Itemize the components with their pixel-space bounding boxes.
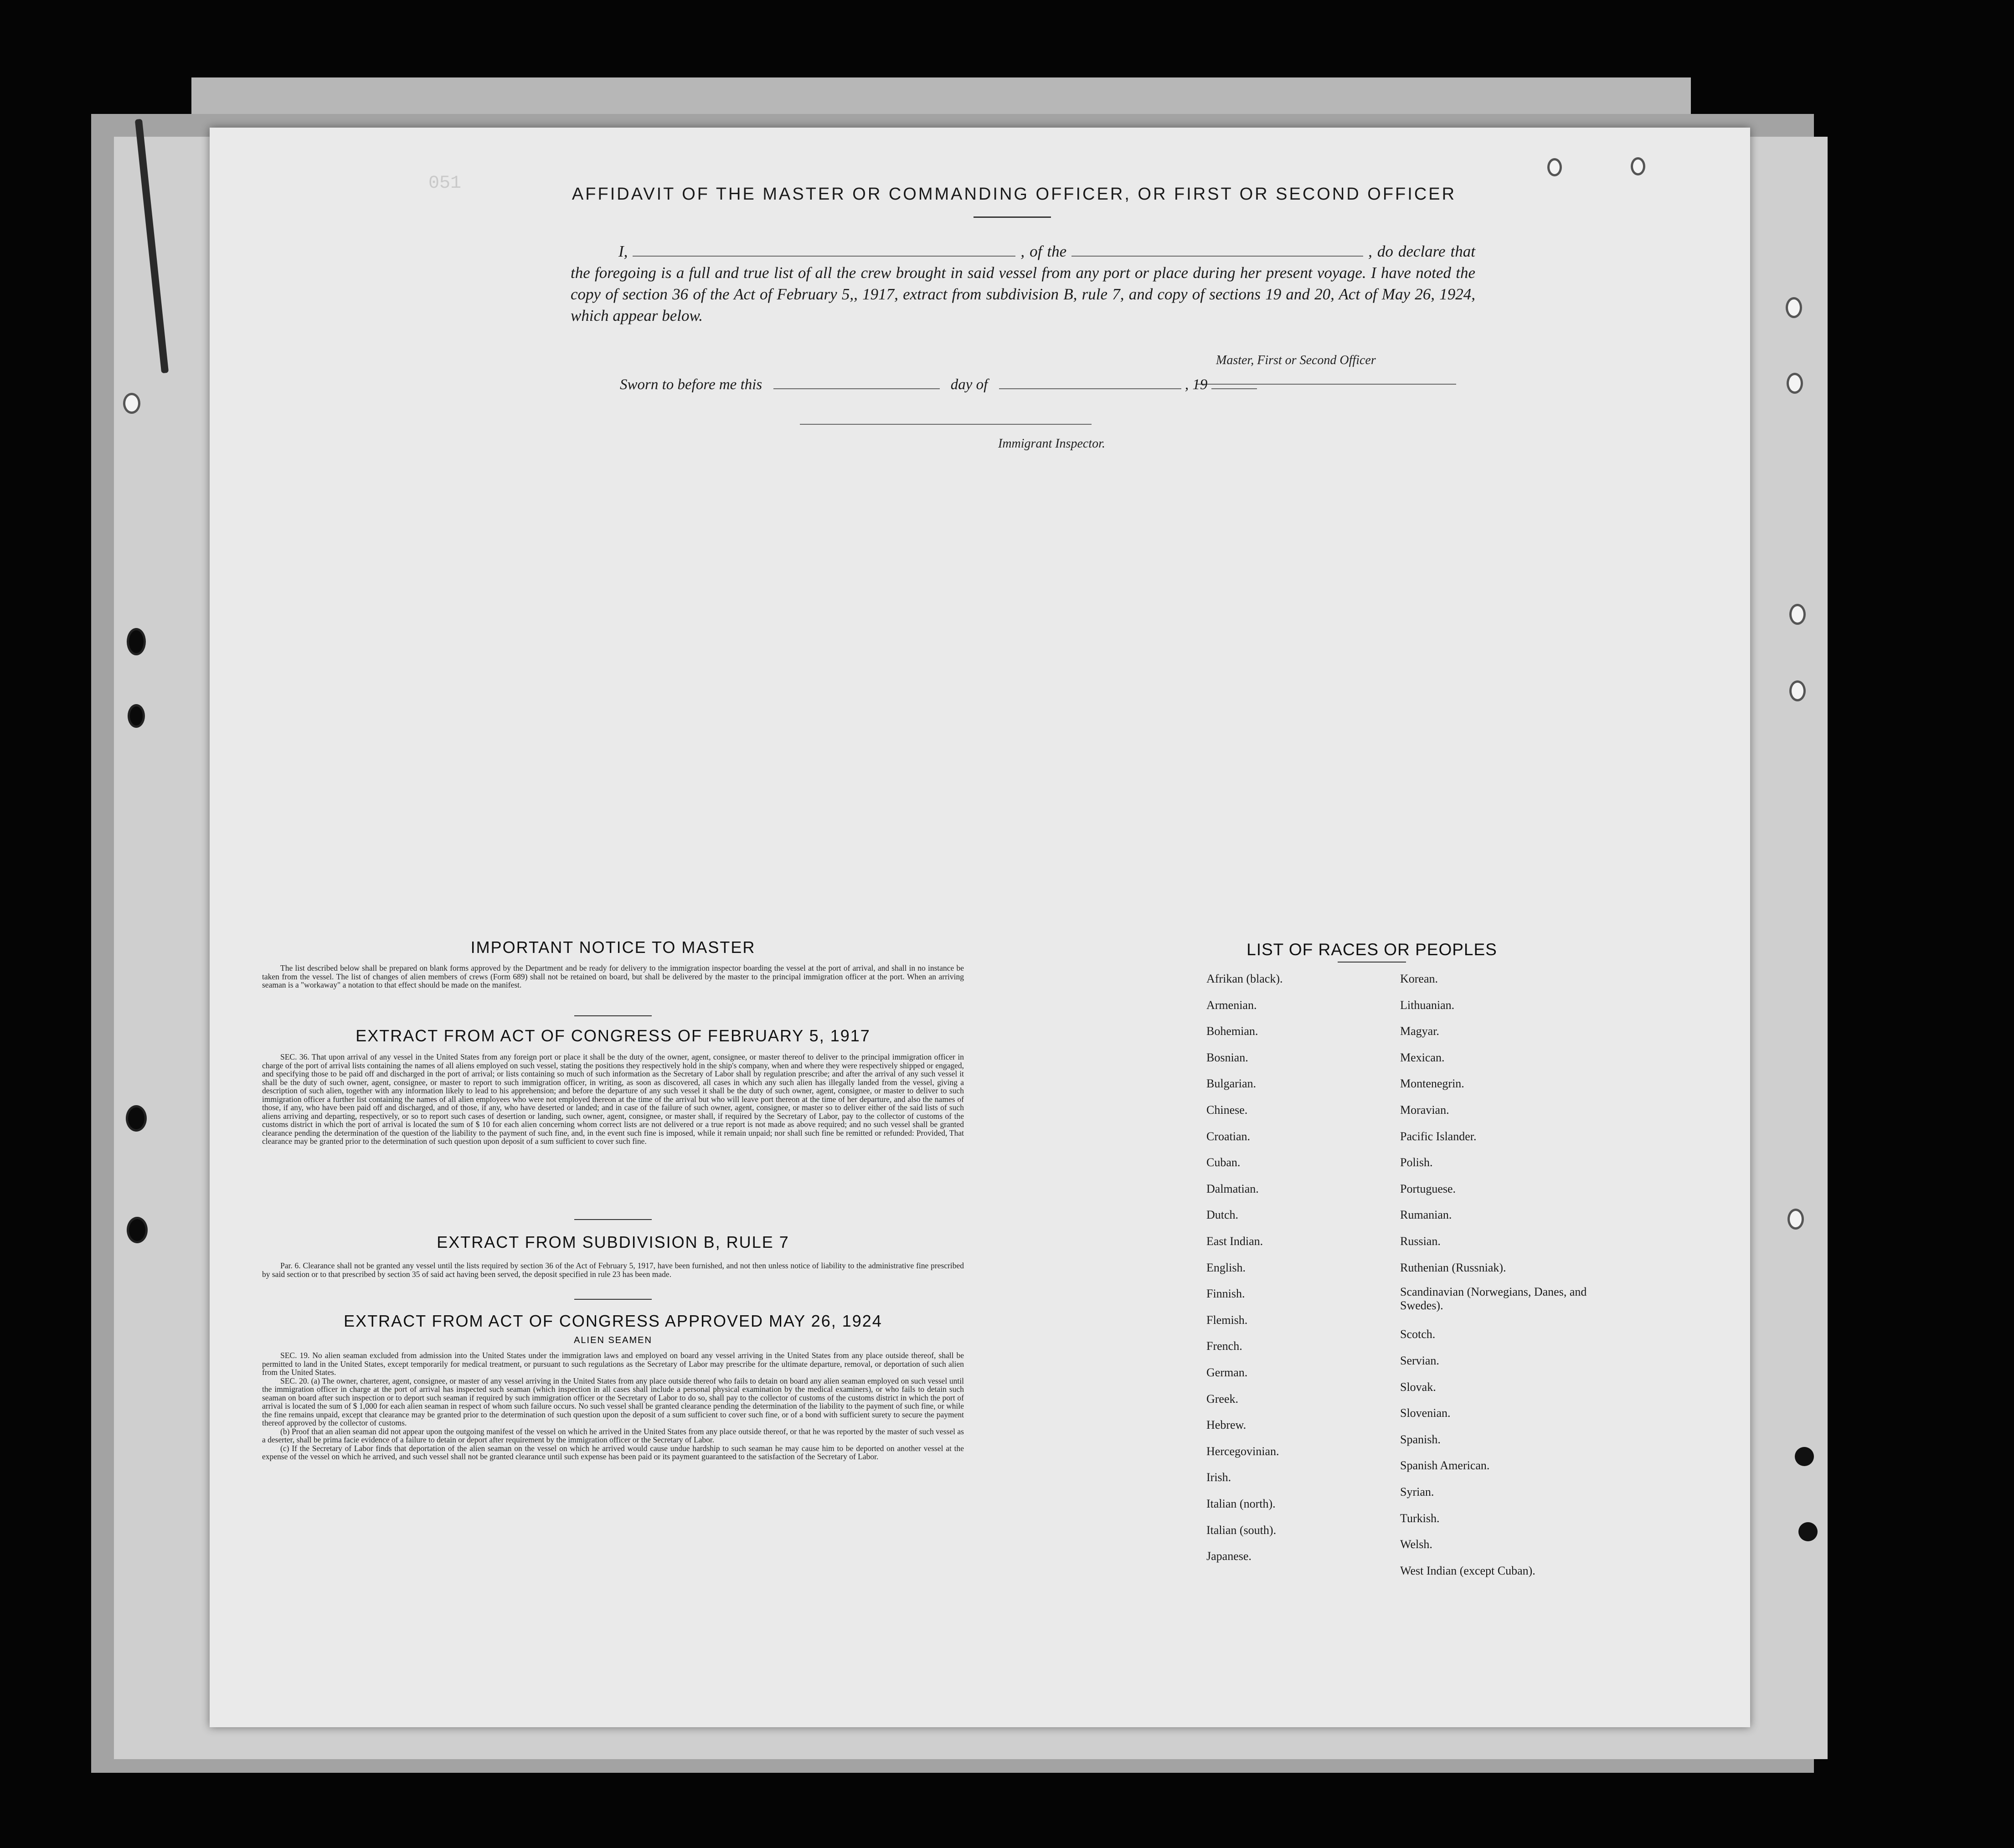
- race-item: Portuguese.: [1400, 1182, 1456, 1195]
- notice-paragraph: The list described below shall be prepared on blank forms approved by the Department and be ready for delivery to the immigration inspector boarding the vessel at the port of arrival, and shall in no instance be taken from the vessel. The list of changes of alien members of crews (Form 689) shall not be retained on board, but shall be delivered by the master to the principal immigration officer at the port. When an arriving seaman is a "workaway" a notation to that effect should be made on the manifest.: [262, 963, 964, 989]
- sworn-label: Sworn to before me this: [620, 376, 762, 393]
- binding-hole: [1789, 604, 1806, 625]
- affidavit-title: AFFIDAVIT OF THE MASTER OR COMMANDING OFFICER, OR FIRST OR SECOND OFFICER: [572, 185, 1457, 204]
- notice-title: IMPORTANT NOTICE TO MASTER: [470, 938, 756, 957]
- race-item: Rumanian.: [1400, 1208, 1452, 1222]
- sworn-month-field[interactable]: [999, 375, 1181, 389]
- corner-number: 051: [428, 173, 462, 194]
- race-item: Bulgarian.: [1206, 1077, 1257, 1091]
- race-item: Slovenian.: [1400, 1406, 1451, 1420]
- rule7-title: EXTRACT FROM SUBDIVISION B, RULE 7: [437, 1233, 789, 1251]
- race-item: Welsh.: [1400, 1538, 1432, 1551]
- race-item: Finnish.: [1206, 1287, 1245, 1301]
- extract-1917-body: [262, 1053, 964, 1146]
- punch-hole: [1795, 1447, 1814, 1466]
- binding-hole: [1787, 373, 1803, 394]
- binding-hole: [1789, 680, 1806, 701]
- binding-hole: [123, 393, 140, 414]
- race-item: French.: [1206, 1339, 1242, 1353]
- extract-1924-title: EXTRACT FROM ACT OF CONGRESS APPROVED MAY 26, 1924: [344, 1312, 882, 1330]
- extract-1917-paragraph: SEC. 36. That upon arrival of any vessel in the United States from any foreign port or place it shall be the duty of the owner, agent, consignee, or master thereof to deliver to the principal immigration officer in charge of the port of arrival lists containing the names of all aliens employed on such vessel, stating the positions they respectively hold in the ship's company, when and where they were respectively shipped or engaged, and specifying those to be paid off and discharged in the port of arrival; or lists containing so much of such information as the Secretary of Labor shall by regulation prescribe; and after the arrival of any such vessel it shall be the duty of such owner, agent, consignee, or master to report to such immigration officer, in writing, as soon as discovered, all cases in which any such alien has illegally landed from the vessel, giving a description of such alien, together with any information likely to lead to his apprehension; and before the departure of any such vessel it shall be the duty of such owner, agent, consignee, or master to deliver to such immigration officer a further list containing the names of all alien employees who were not employed thereon at the time of the arrival but who will leave port thereon at the time of her departure, and also the names of those, if any, who have been paid off and discharged, and of those, if any, who have deserted or landed; and in case of the failure of such owner, agent, consignee, or master so to deliver either of the said lists of such aliens arriving and departing, respectively, or so to report such cases of desertion or landing, such owner, agent, consignee, or master shall, if required by the Secretary of Labor, pay to the collector of customs of the customs district in which the port of arrival is located the sum of $ 10 for each alien concerning whom correct lists are not delivered or a true report is not made as above required; and no such vessel shall be granted clearance pending the determination of the question of the liability to the payment of such fine, and, in the event such fine is imposed, while it remain unpaid; nor shall such fine be remitted or refunded: Provided, That clearance may be granted prior to the determination of such question upon deposit of a sum sufficient to cover such fine.: [262, 1052, 964, 1146]
- race-item: Dalmatian.: [1206, 1182, 1259, 1195]
- binding-hole: [127, 628, 146, 655]
- notice-body: [262, 964, 964, 989]
- race-item: Slovak.: [1400, 1380, 1436, 1394]
- rule7-body: [262, 1261, 964, 1278]
- of-the-label: , of the: [1020, 242, 1067, 260]
- race-item: Korean.: [1400, 972, 1438, 985]
- race-item: Afrikan (black).: [1206, 972, 1283, 985]
- affidavit-statement: that the foregoing is a full and true list of all the crew brought in said vessel from any port or place during her present voyage. I have noted the copy of section 36 of the Act of February 5,, 1917, extract from subdivision B, rule 7, and copy of sections 19 and 20, Act of May 26, 1924, which appear below.: [571, 242, 1475, 324]
- race-item: Dutch.: [1206, 1208, 1239, 1222]
- name-field[interactable]: [633, 242, 1015, 257]
- race-item: Magyar.: [1400, 1024, 1439, 1038]
- race-item: Russian.: [1400, 1235, 1441, 1248]
- do-declare-label: , do declare: [1368, 242, 1446, 260]
- race-item: Scandinavian (Norwegians, Danes, and Swedes).: [1400, 1285, 1587, 1313]
- alien-seamen-subtitle: ALIEN SEAMEN: [574, 1335, 652, 1345]
- race-item: Servian.: [1400, 1354, 1439, 1368]
- race-item: Chinese.: [1206, 1103, 1248, 1117]
- rule7-paragraph: Par. 6. Clearance shall not be granted any vessel until the lists required by section 36 of the Act of February 5, 1917, have been furnished, and not then unless notice of liability to the administrative fine prescribed by said section or to that prescribed by section 35 of said act having been served, the deposit specified in rule 23 has been made.: [262, 1261, 964, 1279]
- race-item: Scotch.: [1400, 1328, 1436, 1341]
- race-item: East Indian.: [1206, 1235, 1263, 1248]
- affidavit-page: [210, 128, 1750, 1727]
- binding-hole: [1631, 157, 1645, 175]
- race-item: Mexican.: [1400, 1050, 1445, 1064]
- binding-hole: [1787, 1209, 1804, 1230]
- inspector-label: Immigrant Inspector.: [998, 437, 1105, 451]
- race-item: Flemish.: [1206, 1313, 1248, 1327]
- race-item: Pacific Islander.: [1400, 1129, 1477, 1143]
- signature-label: Master, First or Second Officer: [1216, 353, 1376, 367]
- race-item: Spanish.: [1400, 1432, 1441, 1446]
- extract-1917-title: EXTRACT FROM ACT OF CONGRESS OF FEBRUARY 5, 1917: [355, 1026, 871, 1045]
- divider: [574, 1015, 652, 1016]
- race-item: Hebrew.: [1206, 1418, 1247, 1432]
- sworn-year-field[interactable]: [1211, 375, 1257, 389]
- race-item: Montenegrin.: [1400, 1077, 1464, 1091]
- binding-hole: [127, 1217, 148, 1243]
- affidavit-body: [571, 241, 1475, 326]
- sec20c-paragraph: (c) If the Secretary of Labor finds that deportation of the alien seaman on the vessel on which he arrived would cause undue hardship to such seaman he may cause him to be deported on another vessel at the expense of the vessel on which he arrived, and such vessel shall not be granted clearance until such expense has been paid or its payment guaranteed to the satisfaction of the Secretary of Labor.: [262, 1443, 964, 1461]
- race-item: Lithuanian.: [1400, 998, 1455, 1012]
- binding-hole: [126, 1105, 147, 1132]
- race-item: Italian (north).: [1206, 1497, 1276, 1510]
- race-item: Japanese.: [1206, 1549, 1252, 1563]
- binding-hole: [1786, 297, 1802, 318]
- race-item: Bosnian.: [1206, 1050, 1248, 1064]
- sec20b-paragraph: (b) Proof that an alien seaman did not appear upon the outgoing manifest of the vessel on which he arrived in the United States from any place outside thereof, or that he was reported by the master of such vessel as a deserter, shall be prima facie evidence of a failure to detain or deport after requirement by the immigration officer or the Secretary of Labor.: [262, 1426, 964, 1444]
- race-item: Syrian.: [1400, 1485, 1434, 1499]
- vessel-field[interactable]: [1071, 242, 1363, 257]
- race-item: Irish.: [1206, 1471, 1231, 1484]
- race-item: Armenian.: [1206, 998, 1257, 1012]
- race-item: Hercegovinian.: [1206, 1444, 1279, 1458]
- race-item: German.: [1206, 1366, 1248, 1379]
- race-item: Polish.: [1400, 1156, 1433, 1169]
- race-item: Bohemian.: [1206, 1024, 1258, 1038]
- extract-1924-body: [262, 1351, 964, 1461]
- race-item: West Indian (except Cuban).: [1400, 1564, 1535, 1577]
- races-title-underline: [1338, 962, 1406, 963]
- race-item: Greek.: [1206, 1392, 1239, 1405]
- divider: [574, 1299, 652, 1300]
- races-title: LIST OF RACES OR PEOPLES: [1247, 940, 1497, 959]
- sec20a-paragraph: SEC. 20. (a) The owner, charterer, agent, consignee, or master of any vessel arriving in the United States from any place outside thereof who fails to detain on board any alien seaman employed on such vessel until the immigration officer in charge at the port of arrival has inspected such seaman (which inspection in all cases shall include a personal physical examination by the medical examiners), or who fails to detain such seaman on board after such inspection or to deport such seaman if required by such immigration officer or the Secretary of Labor to do so, shall pay to the collector of customs of the customs district in which the port of arrival is located the sum of $ 1,000 for each alien seaman in respect of whom such failure occurs. No such vessel shall be granted clearance pending the determination of the liability to the payment of such fine, or while the fine remains unpaid, except that clearance may be granted prior to the determination of such question upon the deposit of a sum sufficient to cover such fine, or of a bond with sufficient surety to secure the payment thereof approved by the collector of customs.: [262, 1376, 964, 1427]
- race-item: Cuban.: [1206, 1156, 1241, 1169]
- sworn-day-field[interactable]: [773, 375, 940, 389]
- i-label: I,: [618, 242, 628, 260]
- year-label: , 19: [1185, 376, 1208, 393]
- punch-hole: [1798, 1522, 1818, 1541]
- race-item: Italian (south).: [1206, 1523, 1277, 1537]
- title-underline: [974, 216, 1051, 218]
- race-item: Croatian.: [1206, 1129, 1251, 1143]
- binding-hole: [1547, 158, 1562, 176]
- race-item: Moravian.: [1400, 1103, 1449, 1117]
- sec19-paragraph: SEC. 19. No alien seaman excluded from admission into the United States under the immigration laws and employed on board any vessel arriving in the United States from any place outside thereof, shall be permitted to land in the United States, except temporarily for medical treatment, or pursuant to such regulations as the Secretary of Labor may prescribe for the ultimate departure, removal, or deportation of such alien from the United States.: [262, 1351, 964, 1377]
- race-item: Ruthenian (Russniak).: [1400, 1261, 1506, 1274]
- race-item: English.: [1206, 1261, 1246, 1274]
- race-item: Turkish.: [1400, 1511, 1440, 1525]
- binding-hole: [128, 704, 145, 728]
- day-of-label: day of: [950, 376, 988, 393]
- inspector-signature-line[interactable]: [800, 424, 1092, 425]
- divider: [574, 1219, 652, 1220]
- sworn-line: [620, 375, 1257, 393]
- race-item: Spanish American.: [1400, 1459, 1490, 1472]
